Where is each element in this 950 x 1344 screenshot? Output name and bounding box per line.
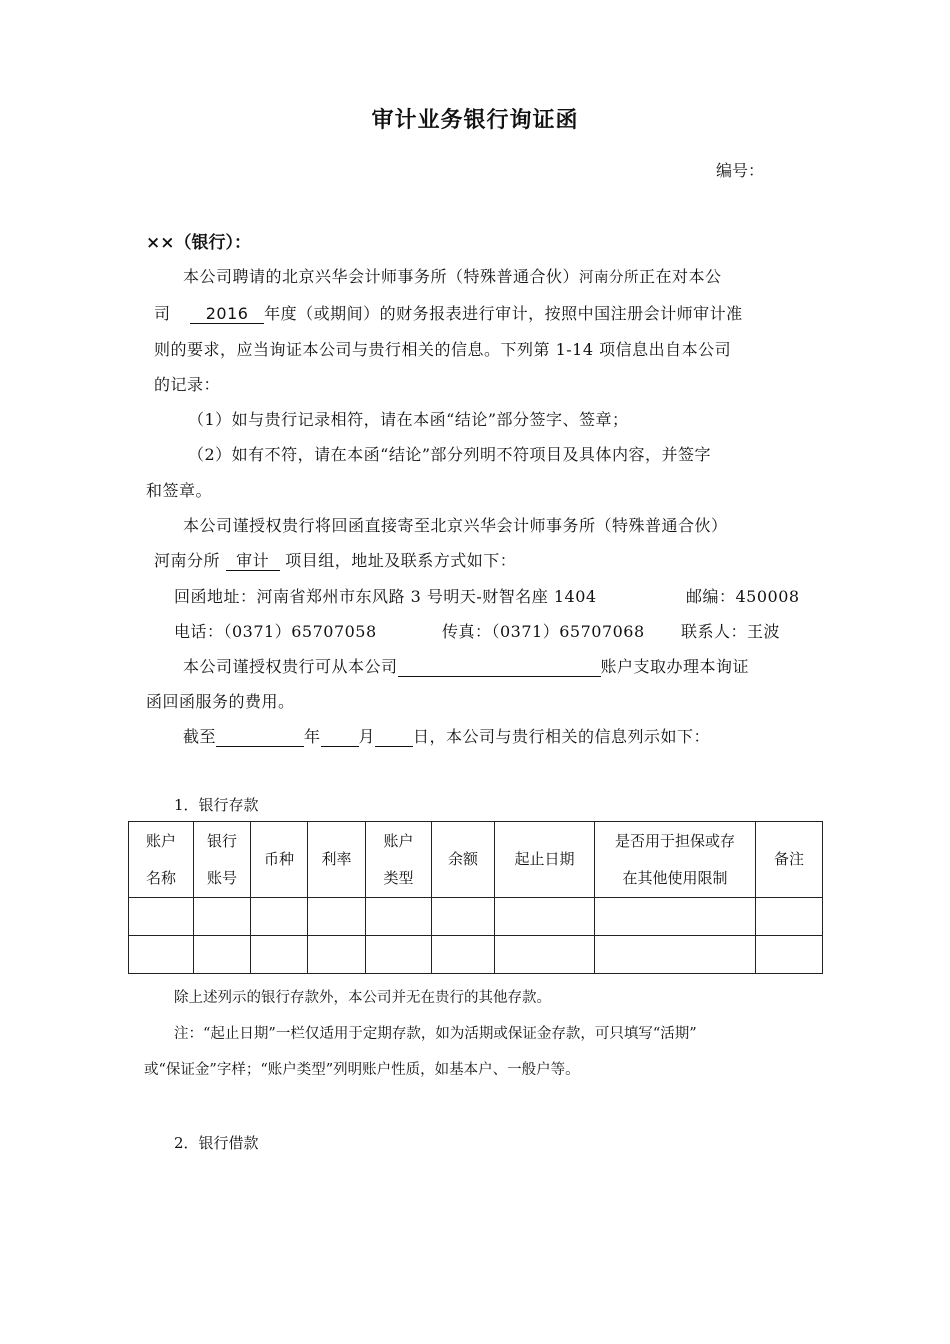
table-header-row xyxy=(129,822,823,898)
reply-postcode: 邮编：450008 xyxy=(686,587,800,606)
deposit-statement: 除上述列示的银行存款外，本公司并无在贵行的其他存款。 xyxy=(174,990,551,1006)
intro-line-3: 则的要求，应当询证本公司与贵行相关的信息。下列第 1-14 项信息出自本公司 xyxy=(154,340,732,359)
intro-line-2-text: 年度（或期间）的财务报表进行审计，按照中国注册会计师审计准 xyxy=(264,304,743,323)
section-2-heading: 2．银行借款 xyxy=(174,1134,259,1152)
fee-line-1 xyxy=(183,654,749,677)
instruction-2: （2）如有不符，请在本函“结论”部分列明不符项目及具体内容，并签字 xyxy=(188,445,712,464)
reply-branch: 河南分所 xyxy=(154,551,221,570)
col-restriction: 是否用于担保或存 在其他使用限制 xyxy=(595,822,756,898)
intro-firm: 本公司聘请的北京兴华会计师事务所（特殊普通合伙） xyxy=(183,267,580,286)
table-row xyxy=(129,936,823,974)
col-account-type: 账户 类型 xyxy=(366,822,432,898)
bank-deposit-table xyxy=(128,821,823,974)
col-currency: 币种 xyxy=(251,822,308,898)
intro-branch: 河南分所 xyxy=(579,270,640,286)
reply-line-1: 本公司谨授权贵行将回函直接寄至北京兴华会计师事务所（特殊普通合伙） xyxy=(183,516,728,535)
audit-year: 2016 xyxy=(190,305,264,324)
intro-company-prefix: 司 xyxy=(154,304,171,323)
fee-account-blank xyxy=(398,658,601,677)
reply-address: 回函地址：河南省郑州市东风路 3 号明天-财智名座 1404 xyxy=(174,587,597,606)
reply-line-2 xyxy=(154,548,516,571)
as-of-month-blank xyxy=(321,728,359,747)
reply-phone: 电话：（0371）65707058 xyxy=(174,622,377,641)
col-remarks: 备注 xyxy=(756,822,823,898)
reply-fax: 传真：（0371）65707068 xyxy=(442,622,645,641)
intro-line-2 xyxy=(154,301,743,324)
col-start-end-date: 起止日期 xyxy=(495,822,595,898)
as-of-prefix: 截至 xyxy=(183,727,217,746)
intro-line-1 xyxy=(183,264,722,287)
reply-line-2-text: 项目组，地址及联系方式如下： xyxy=(285,551,517,570)
intro-line-1-end: 正在对本公 xyxy=(639,267,722,286)
col-balance: 余额 xyxy=(432,822,495,898)
col-interest-rate: 利率 xyxy=(308,822,366,898)
fee-line-1-text: 本公司谨授权贵行可从本公司 xyxy=(183,657,398,676)
as-of-month-label: 月 xyxy=(358,727,376,746)
fee-line-2: 函回函服务的费用。 xyxy=(146,692,295,711)
table-row xyxy=(129,898,823,936)
page-title: 审计业务银行询证函 xyxy=(371,107,579,133)
as-of-year-label: 年 xyxy=(304,727,321,746)
section-1-heading: 1．银行存款 xyxy=(174,796,259,814)
deposit-note-line-1: 注：“起止日期”一栏仅适用于定期存款，如为活期或保证金存款，可只填写“活期” xyxy=(174,1026,697,1042)
deposit-note-line-2: 或“保证金”字样；“账户类型”列明账户性质，如基本户、一般户等。 xyxy=(144,1062,580,1078)
col-bank-account-no: 银行 账号 xyxy=(194,822,251,898)
as-of-line xyxy=(183,724,710,747)
document-number-label: 编号： xyxy=(716,161,765,180)
as-of-day-blank xyxy=(375,728,413,747)
as-of-year-blank xyxy=(216,728,304,747)
col-account-name: 账户 名称 xyxy=(129,822,194,898)
instruction-1: （1）如与贵行记录相符，请在本函“结论”部分签字、签章； xyxy=(188,410,629,429)
instruction-2-cont: 和签章。 xyxy=(146,481,213,500)
reply-contact: 联系人：王波 xyxy=(681,622,781,641)
fee-line-1-end: 账户支取办理本询证 xyxy=(600,657,750,676)
recipient-bank: ××（银行）： xyxy=(146,233,251,253)
intro-line-4: 的记录： xyxy=(154,375,221,394)
audit-team: 审计 xyxy=(226,552,280,571)
as-of-day-text: 日，本公司与贵行相关的信息列示如下： xyxy=(413,727,711,746)
